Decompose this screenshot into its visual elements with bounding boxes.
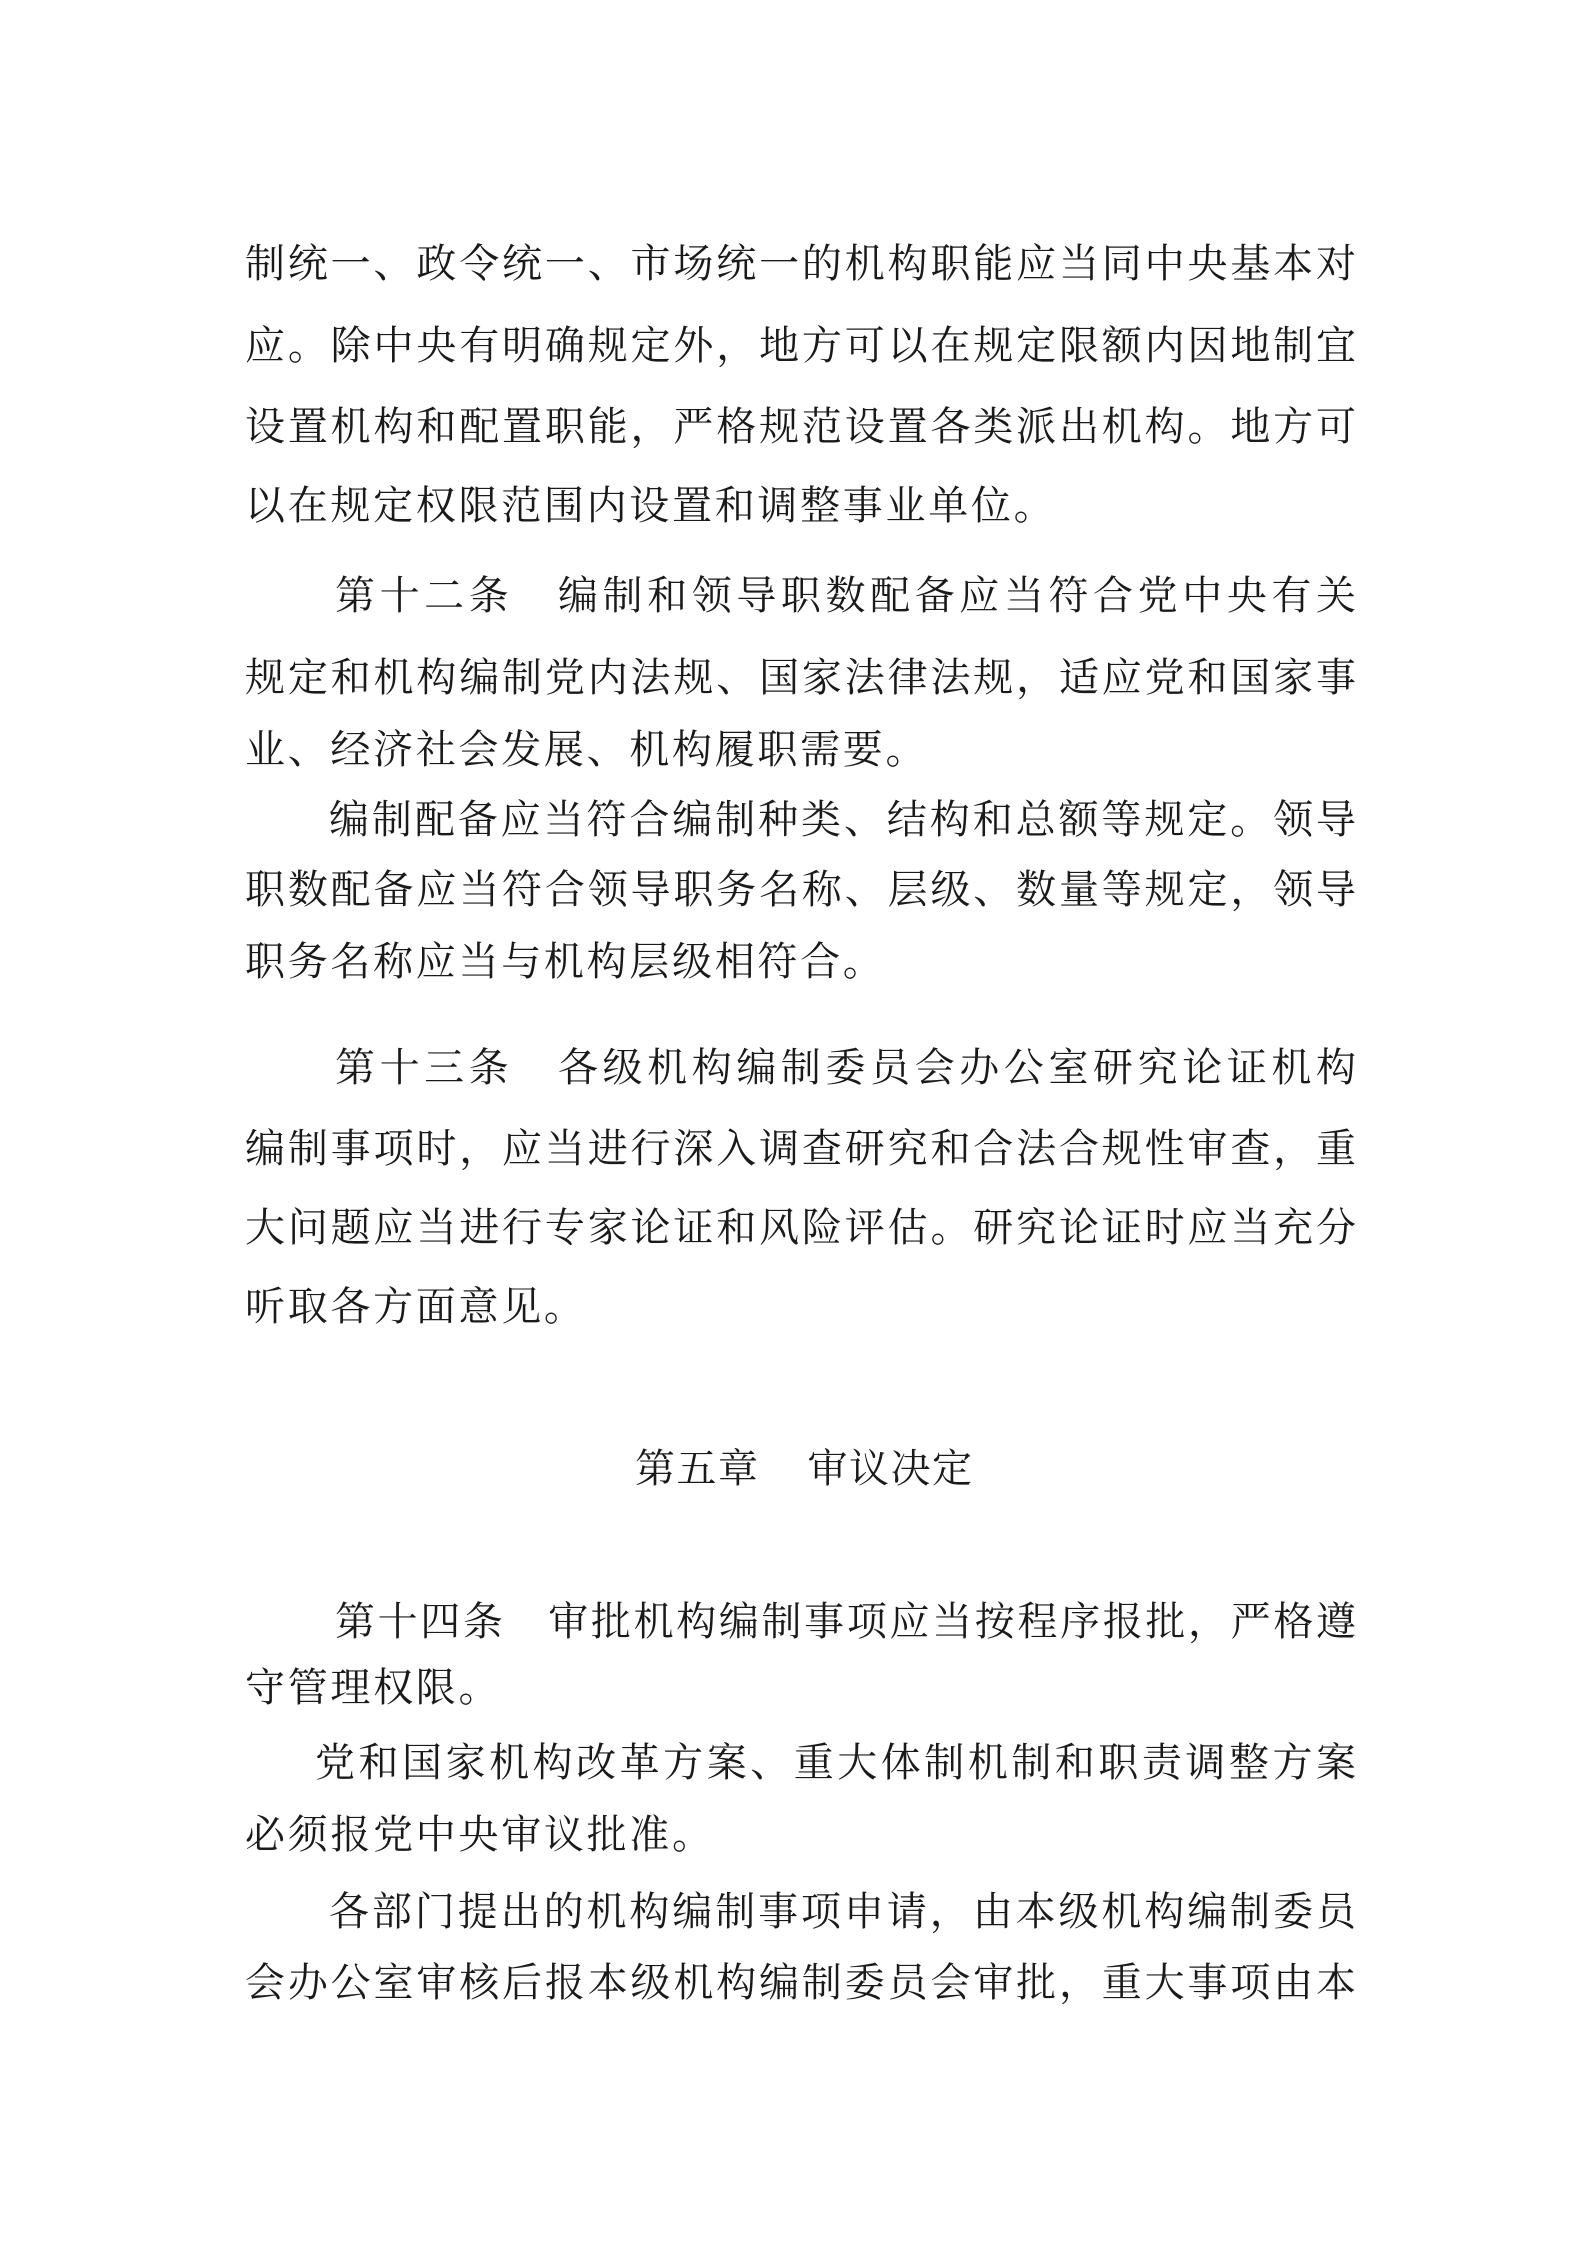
chapter-number: 第五章 — [635, 1446, 760, 1492]
paragraph-line: 会办公室审核后报本级机构编制委员会审批，重大事项由本 — [245, 1960, 1356, 2006]
paragraph-line: 各部门提出的机构编制事项申请，由本级机构编制委员 — [329, 1889, 1356, 1935]
chapter-title: 审议决定 — [807, 1446, 974, 1492]
paragraph-line: 党和国家机构改革方案、重大体制机制和职责调整方案 — [315, 1740, 1356, 1786]
article-text: 审批机构编制事项应当按程序报批，严格遵 — [545, 1599, 1357, 1645]
paragraph-line — [335, 570, 1356, 622]
paragraph-line: 听取各方面意见。 — [245, 1284, 587, 1330]
paragraph-line: 以在规定权限范围内设置和调整事业单位。 — [245, 483, 1057, 529]
paragraph-line: 编制事项时，应当进行深入调查研究和合法合规性审查，重 — [245, 1126, 1356, 1172]
paragraph-line: 守管理权限。 — [245, 1665, 502, 1711]
chapter-heading — [635, 1443, 974, 1495]
paragraph-line: 编制配备应当符合编制种类、结构和总额等规定。领导 — [329, 797, 1356, 843]
article-label: 第十三条 — [335, 1045, 514, 1091]
paragraph-line: 设置机构和配置职能，严格规范设置各类派出机构。地方可 — [245, 404, 1356, 450]
paragraph-line: 必须报党中央审议批准。 — [245, 1812, 715, 1858]
article-gap — [513, 1071, 553, 1081]
article-label: 第十四条 — [335, 1599, 506, 1645]
paragraph-line: 应。除中央有明确规定外，地方可以在规定限额内因地制宜 — [245, 323, 1356, 369]
article-text: 各级机构编制委员会办公室研究论证机构 — [553, 1045, 1357, 1091]
paragraph-line — [335, 1042, 1356, 1094]
paragraph-line: 业、经济社会发展、机构履职需要。 — [245, 727, 929, 773]
paragraph-line — [335, 1596, 1356, 1648]
article-gap — [513, 599, 553, 609]
paragraph-line: 规定和机构编制党内法规、国家法律法规，适应党和国家事 — [245, 655, 1356, 701]
paragraph-line: 职务名称应当与机构层级相符合。 — [245, 939, 886, 985]
paragraph-line: 职数配备应当符合领导职务名称、层级、数量等规定，领导 — [245, 867, 1356, 913]
chapter-gap — [760, 1464, 808, 1474]
article-label: 第十二条 — [335, 573, 514, 619]
article-text: 编制和领导职数配备应当符合党中央有关 — [553, 573, 1357, 619]
article-gap — [506, 1625, 546, 1635]
paragraph-line: 大问题应当进行专家论证和风险评估。研究论证时应当充分 — [245, 1205, 1356, 1251]
paragraph-line: 制统一、政令统一、市场统一的机构职能应当同中央基本对 — [245, 241, 1356, 287]
